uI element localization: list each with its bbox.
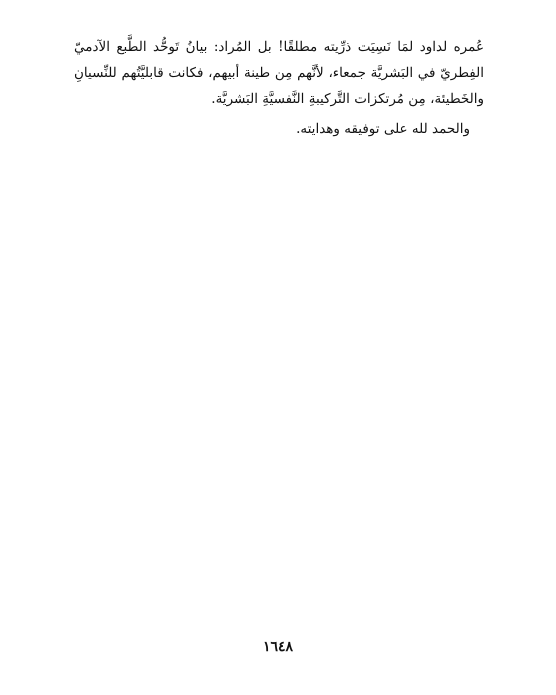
closing-line: والحمد لله على توفيقه وهدايته. [296,121,470,137]
page-number: ١٦٤٨ [262,639,294,655]
main-paragraph: عُمره لداود لمَا نَسِيَت ذرِّيته مطلقًا! بل المُراد: بيانُ تَوحُّد الطَّبع الآدميّ الفِطريّ في البَشريَّة جمعاء، لأنَّهم مِن طينة أبيهم، فكانت قابليَّتُهم للنِّسيانِ والخَطيئة، مِن مُرتكزات التَّركيبةِ النَّفسيَّةِ البَشريَّة. [74,39,484,107]
body-text [74,34,484,142]
